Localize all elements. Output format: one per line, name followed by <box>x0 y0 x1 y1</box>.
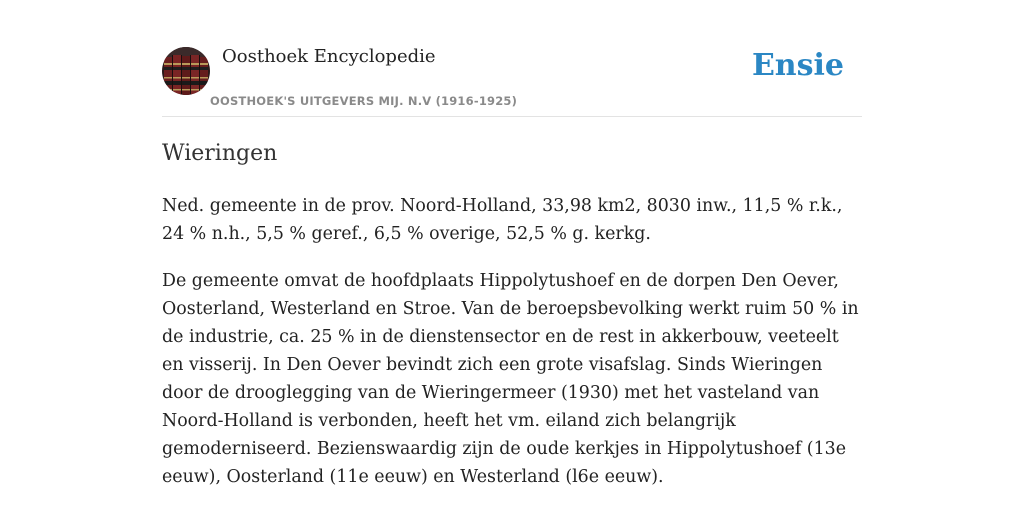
article-body <box>162 192 862 510</box>
publisher-label: OOSTHOEK'S UITGEVERS MIJ. N.V (1916-1925) <box>210 94 518 108</box>
site-header <box>162 0 862 117</box>
article-paragraph: Ned. gemeente in de prov. Noord-Holland, 33,98 km2, 8030 inw., 11,5 % r.k., 24 % n.h., 5,5 % geref., 6,5 % overige, 52,5 % g. kerkg. <box>162 196 843 244</box>
encyclopedia-avatar[interactable] <box>162 47 210 95</box>
page-container <box>162 0 862 487</box>
article-title: Wieringen <box>162 141 278 166</box>
article-paragraph: De gemeente omvat de hoofdplaats Hippolytushoef en de dorpen Den Oever, Oosterland, Westerland en Stroe. Van de beroepsbevolking werkt ruim 50 % in de industrie, ca. 25 % in de dienstensector en de rest in akkerbouw, veeteelt en visserij. In Den Oever bevindt zich een grote visafslag. Sinds Wieringen door de drooglegging van de Wieringermeer (1930) met het vasteland van Noord-Holland is verbonden, heeft het vm. eiland zich belangrijk gemoderniseerd. Bezienswaardig zijn de oude kerkjes in Hippolytushoef (13e eeuw), Oosterland (11e eeuw) en Westerland (l6e eeuw). <box>162 271 859 487</box>
site-title[interactable]: Oosthoek Encyclopedie <box>222 46 436 67</box>
book-spines-icon <box>162 47 210 95</box>
ensie-logo-link[interactable]: Ensie <box>751 48 844 83</box>
